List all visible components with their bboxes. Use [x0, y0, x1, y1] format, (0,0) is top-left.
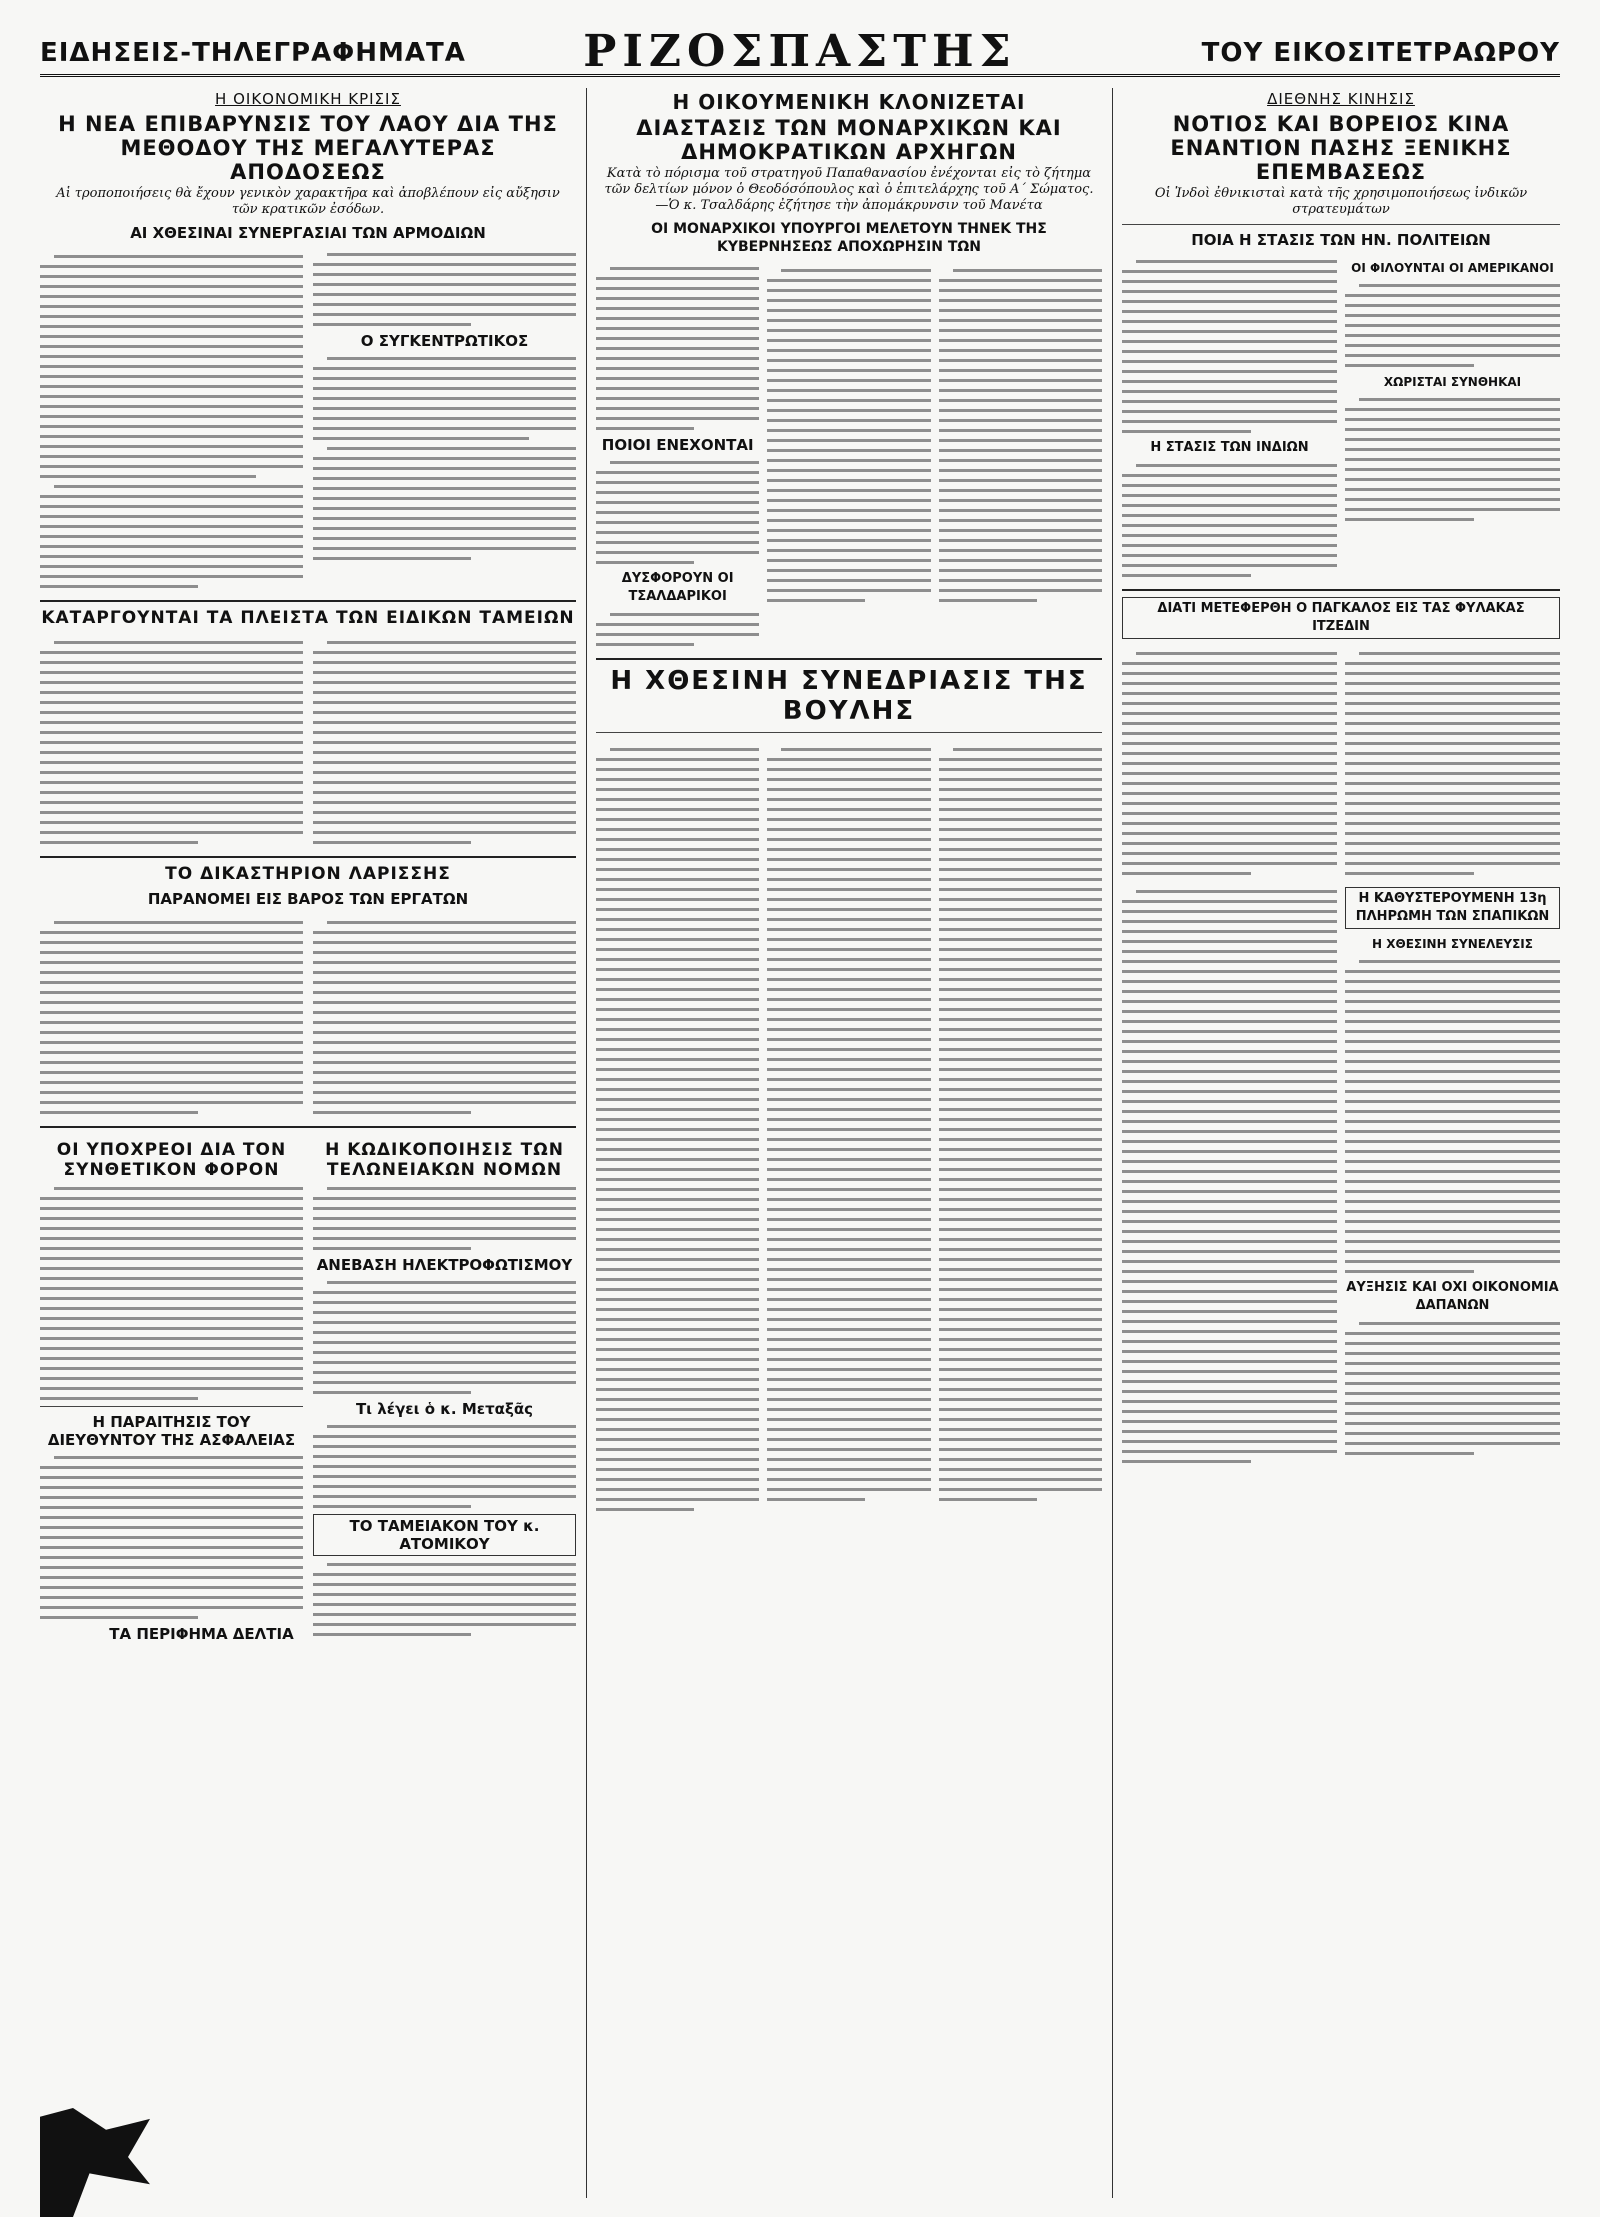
torn-corner — [40, 2108, 150, 2217]
subheadline: ΔΥΣΦΟΡΟΥΝ ΟΙ ΤΣΑΛΔΑΡΙΚΟΙ — [621, 571, 734, 604]
subheadline: ΤΟ ΔΙΚΑΣΤΗΡΙΟΝ ΛΑΡΙΣΣΗΣ — [165, 864, 451, 884]
article-text — [1345, 1322, 1560, 1455]
subheadline: ΚΑΤΑΡΓΟΥΝΤΑΙ ΤΑ ΠΛΕΙΣΤΑ ΤΩΝ ΕΙΔΙΚΩΝ ΤΑΜΕΙΩΝ — [41, 608, 575, 628]
article-text — [596, 741, 759, 1511]
right-column — [1122, 88, 1560, 2108]
center-column — [596, 88, 1102, 2108]
article-text — [1345, 960, 1560, 1273]
headline: Η ΝΕΑ ΕΠΙΒΑΡΥΝΣΙΣ ΤΟΥ ΛΑΟΥ ΔΙΑ ΤΗΣ ΜΕΘΟΔΟΥ ΤΗΣ ΜΕΓΑΛΥΤΕΡΑΣ ΑΠΟΔΟΣΕΩΣ — [58, 112, 558, 184]
article-text — [40, 248, 303, 588]
article-text — [1122, 464, 1337, 577]
article-text — [313, 1563, 576, 1636]
headline: ΝΟΤΙΟΣ ΚΑΙ ΒΟΡΕΙΟΣ ΚΙΝΑ ΕΝΑΝΤΙΟΝ ΠΑΣΗΣ ΞΕΝΙΚΗΣ ΕΠΕΜΒΑΣΕΩΣ — [1170, 112, 1512, 184]
article-text — [767, 262, 930, 646]
deck: Οἱ Ἰνδοὶ ἐθνικισταὶ κατὰ τῆς χρησιμοποιήσεως ἰνδικῶν στρατευμάτων — [1154, 186, 1528, 217]
article-text — [1345, 645, 1560, 875]
article-text — [596, 613, 759, 646]
headline: Η ΧΘΕΣΙΝΗ ΣΥΝΕΔΡΙΑΣΙΣ ΤΗΣ ΒΟΥΛΗΣ — [610, 666, 1088, 726]
left-column — [40, 88, 576, 2108]
subheadline: ΧΩΡΙΣΤΑΙ ΣΥΝΘΗΚΑΙ — [1383, 375, 1522, 389]
subheadline: ΟΙ ΦΙΛΟΥΝΤΑΙ ΟΙ ΑΜΕΡΙΚΑΝΟΙ — [1351, 261, 1554, 275]
article-text — [313, 634, 576, 844]
subheadline: Η ΚΩΔΙΚΟΠΟΙΗΣΙΣ ΤΩΝ ΤΕΛΩΝΕΙΑΚΩΝ ΝΟΜΩΝ — [325, 1140, 564, 1180]
subheadline: Τι λέγει ὁ κ. Μεταξᾶς — [355, 1400, 534, 1418]
article-text — [1345, 284, 1560, 367]
subheadline: ΟΙ ΜΟΝΑΡΧΙΚΟΙ ΥΠΟΥΡΓΟΙ ΜΕΛΕΤΟΥΝ ΤΗΝΕΚ ΤΗΣ ΚΥΒΕΡΝΗΣΕΩΣ ΑΠΟΧΩΡΗΣΙΝ ΤΩΝ — [651, 221, 1047, 255]
article-text — [40, 914, 303, 1114]
article-text — [313, 357, 576, 560]
subheadline: Η ΚΑΘΥΣΤΕΡΟΥΜΕΝΗ 13η ΠΛΗΡΩΜΗ ΤΩΝ ΣΠΑΠΙΚΩΝ — [1345, 887, 1560, 929]
section-kicker: Η ΟΙΚΟΝΟΜΙΚΗ ΚΡΙΣΙΣ — [215, 90, 401, 108]
article-text — [939, 262, 1102, 646]
article-text — [1122, 645, 1337, 875]
article-text — [1122, 883, 1337, 1463]
subheadline: ΠΟΙΑ Η ΣΤΑΣΙΣ ΤΩΝ ΗΝ. ΠΟΛΙΤΕΙΩΝ — [1191, 231, 1491, 249]
subheadline: Η ΧΘΕΣΙΝΗ ΣΥΝΕΛΕΥΣΙΣ — [1372, 937, 1533, 951]
article-text — [1122, 260, 1337, 433]
deck: Αἱ τροποποιήσεις θὰ ἔχουν γενικὸν χαρακτῆρα καὶ ἀποβλέπουν εἰς αὔξησιν τῶν κρατικῶν ἐσόδων. — [56, 186, 560, 217]
masthead-title: ΡΙΖΟΣΠΑΣΤΗΣ — [583, 26, 1017, 77]
article-text — [313, 1187, 576, 1250]
column-divider — [586, 88, 587, 2198]
article-text — [40, 1187, 303, 1400]
masthead-section-left: ΕΙΔΗΣΕΙΣ-ΤΗΛΕΓΡΑΦΗΜΑΤΑ — [40, 38, 466, 68]
article-text — [939, 741, 1102, 1511]
article-text — [1345, 398, 1560, 521]
subheadline: ΑΝΕΒΑΣΗ ΗΛΕΚΤΡΟΦΩΤΙΣΜΟΥ — [316, 1256, 573, 1274]
subheadline: ΔΙΑΤΙ ΜΕΤΕΦΕΡΘΗ Ο ΠΑΓΚΑΛΟΣ ΕΙΣ ΤΑΣ ΦΥΛΑΚΑΣ ΙΤΖΕΔΙΝ — [1122, 597, 1560, 639]
article-text — [596, 267, 759, 430]
subheadline: ΤΟ ΤΑΜΕΙΑΚΟΝ ΤΟΥ κ. ΑΤΟΜΙΚΟΥ — [313, 1514, 576, 1556]
subheadline: ΑΥΞΗΣΙΣ ΚΑΙ ΟΧΙ ΟΙΚΟΝΟΜΙΑ ΔΑΠΑΝΩΝ — [1346, 1280, 1559, 1313]
subheadline: Η ΠΑΡΑΙΤΗΣΙΣ ΤΟΥ ΔΙΕΥΘΥΝΤΟΥ ΤΗΣ ΑΣΦΑΛΕΙΑΣ — [47, 1413, 296, 1449]
article-text — [40, 634, 303, 844]
section-kicker: ΔΙΕΘΝΗΣ ΚΙΝΗΣΙΣ — [1267, 90, 1415, 108]
column-divider — [1112, 88, 1113, 2198]
article-text — [40, 1456, 303, 1619]
headline: ΔΙΑΣΤΑΣΙΣ ΤΩΝ ΜΟΝΑΡΧΙΚΩΝ ΚΑΙ ΔΗΜΟΚΡΑΤΙΚΩΝ ΑΡΧΗΓΩΝ — [636, 116, 1062, 164]
article-text — [596, 461, 759, 564]
subheadline: ΤΑ ΠΕΡΙΦΗΜΑ ΔΕΛΤΙΑ — [109, 1625, 294, 1643]
article-text — [767, 741, 930, 1511]
masthead — [40, 26, 1560, 77]
subheadline: ΠΑΡΑΝΟΜΕΙ ΕΙΣ ΒΑΡΟΣ ΤΩΝ ΕΡΓΑΤΩΝ — [147, 890, 469, 908]
subheadline: ΠΟΙΟΙ ΕΝΕΧΟΝΤΑΙ — [601, 436, 754, 454]
subheadline: ΟΙ ΥΠΟΧΡΕΟΙ ΔΙΑ ΤΟΝ ΣΥΝΘΕΤΙΚΟΝ ΦΟΡΟΝ — [56, 1140, 287, 1180]
article-text — [313, 1425, 576, 1508]
article-text — [313, 1281, 576, 1394]
masthead-section-right: ΤΟΥ ΕΙΚΟΣΙΤΕΤΡΑΩΡΟΥ — [1201, 38, 1560, 68]
article-text — [313, 253, 576, 326]
article-text — [313, 914, 576, 1114]
headline-kicker: Η ΟΙΚΟΥΜΕΝΙΚΗ ΚΛΟΝΙΖΕΤΑΙ — [672, 90, 1026, 114]
subheadline: Η ΣΤΑΣΙΣ ΤΩΝ ΙΝΔΙΩΝ — [1150, 440, 1309, 455]
subheadline: ΑΙ ΧΘΕΣΙΝΑΙ ΣΥΝΕΡΓΑΣΙΑΙ ΤΩΝ ΑΡΜΟΔΙΩΝ — [130, 224, 486, 242]
subheadline: Ο ΣΥΓΚΕΝΤΡΩΤΙΚΟΣ — [360, 332, 529, 350]
deck: Κατὰ τὸ πόρισμα τοῦ στρατηγοῦ Παπαθανασίου ἐνέχονται εἰς τὸ ζήτημα τῶν δελτίων μόνον ὁ Θεοδόσόπουλος καὶ ὁ ἐπιτελάρχης τοῦ Α΄ Σώματος.—Ὁ κ. Τσαλδάρης ἐζήτησε τὴν ἀπομάκρυνσιν τοῦ Μανέτα — [604, 166, 1094, 213]
